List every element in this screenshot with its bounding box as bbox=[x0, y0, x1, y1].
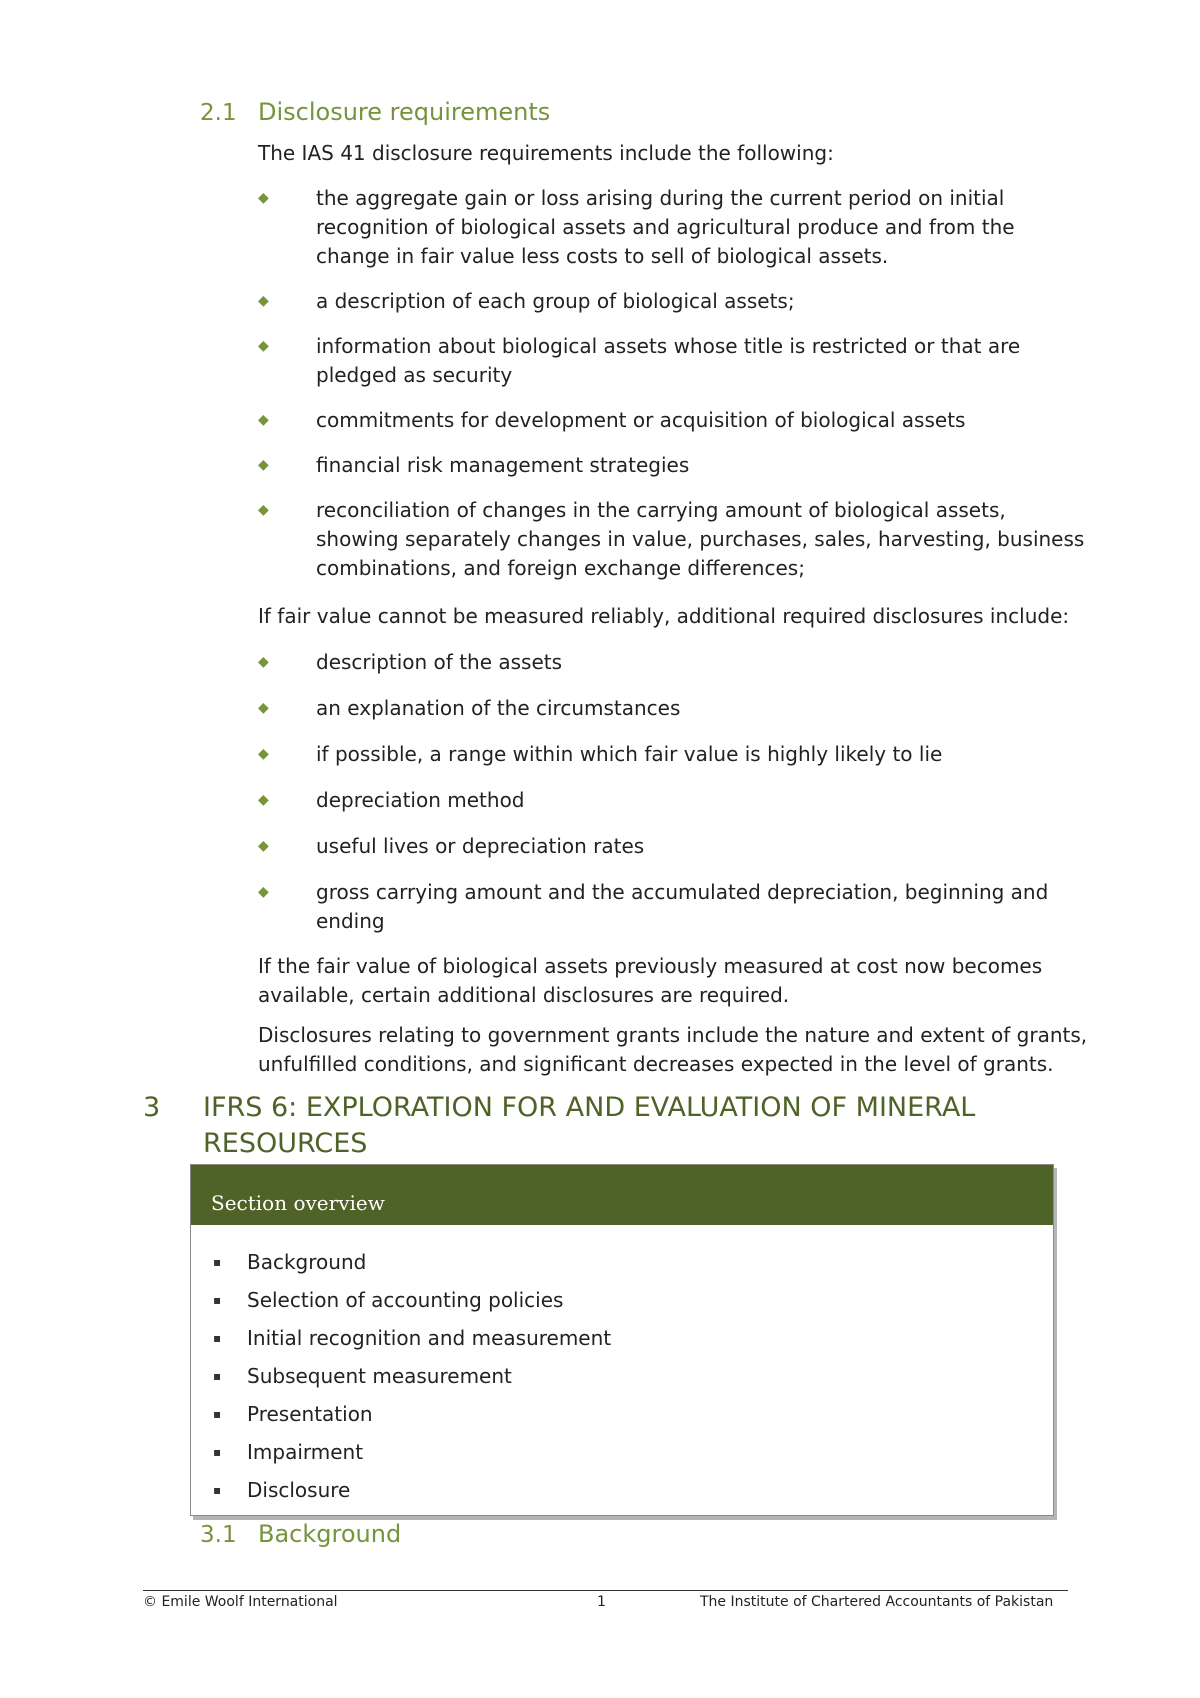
list-item: ◆ description of the assets bbox=[258, 648, 1088, 677]
section-3-heading bbox=[143, 1090, 1093, 1162]
list-item: ▪ Selection of accounting policies bbox=[191, 1281, 1053, 1319]
intro-paragraph: The IAS 41 disclosure requirements include the following: bbox=[258, 141, 834, 165]
section-number: 2.1 bbox=[200, 100, 237, 126]
diamond-bullet-icon: ◆ bbox=[258, 338, 269, 354]
overview-list bbox=[191, 1225, 1053, 1509]
section-title: IFRS 6: EXPLORATION FOR AND EVALUATION OF MINERAL RESOURCES bbox=[203, 1092, 976, 1159]
list-item: ◆ information about biological assets whose title is restricted or that are pledged as security bbox=[258, 334, 1021, 387]
list-item: ▪ Impairment bbox=[191, 1433, 1053, 1471]
list-item: ◆ useful lives or depreciation rates bbox=[258, 832, 1088, 861]
square-bullet-icon: ▪ bbox=[213, 1331, 222, 1345]
section-number: 3.1 bbox=[200, 1522, 237, 1548]
list-item: ▪ Disclosure bbox=[191, 1471, 1053, 1509]
section-number: 3 bbox=[143, 1092, 161, 1123]
diamond-bullet-icon: ◆ bbox=[258, 502, 269, 518]
fair-value-intro: If fair value cannot be measured reliably, additional required disclosures include: bbox=[258, 604, 1070, 628]
diamond-bullet-icon: ◆ bbox=[258, 457, 269, 473]
section-title: Background bbox=[258, 1520, 402, 1548]
diamond-bullet-icon: ◆ bbox=[258, 792, 269, 808]
diamond-bullet-icon: ◆ bbox=[258, 412, 269, 428]
footer-copyright: © Emile Woolf International bbox=[143, 1594, 338, 1610]
list-item: ▪ Presentation bbox=[191, 1395, 1053, 1433]
fair-value-list bbox=[258, 648, 1088, 936]
footer-divider bbox=[143, 1590, 1068, 1591]
footer-publisher: The Institute of Chartered Accountants of Pakistan bbox=[700, 1594, 1054, 1610]
diamond-bullet-icon: ◆ bbox=[258, 293, 269, 309]
square-bullet-icon: ▪ bbox=[213, 1445, 222, 1459]
section-3-1-heading bbox=[200, 1520, 401, 1548]
diamond-bullet-icon: ◆ bbox=[258, 654, 269, 670]
diamond-bullet-icon: ◆ bbox=[258, 700, 269, 716]
square-bullet-icon: ▪ bbox=[213, 1255, 222, 1269]
square-bullet-icon: ▪ bbox=[213, 1369, 222, 1383]
list-item: ◆ financial risk management strategies bbox=[258, 451, 1088, 480]
overview-header: Section overview bbox=[191, 1165, 1053, 1225]
section-2-1-heading bbox=[200, 98, 550, 126]
diamond-bullet-icon: ◆ bbox=[258, 746, 269, 762]
section-title: Disclosure requirements bbox=[258, 98, 551, 126]
list-item: ◆ gross carrying amount and the accumulated depreciation, beginning and ending bbox=[258, 880, 1049, 933]
square-bullet-icon: ▪ bbox=[213, 1293, 222, 1307]
diamond-bullet-icon: ◆ bbox=[258, 190, 269, 206]
grants-paragraph: Disclosures relating to government grants include the nature and extent of grants, unfulfilled conditions, and significant decreases expected in the level of grants. bbox=[258, 1023, 1088, 1076]
section-overview-box bbox=[190, 1164, 1054, 1516]
list-item: ◆ the aggregate gain or loss arising during the current period on initial recognition of biological assets and agricultural produce and from the change in fair value less costs to sell of biological assets. bbox=[258, 186, 1015, 268]
list-item: ▪ Initial recognition and measurement bbox=[191, 1319, 1053, 1357]
list-item: ▪ Background bbox=[191, 1243, 1053, 1281]
square-bullet-icon: ▪ bbox=[213, 1407, 222, 1421]
list-item: ◆ reconciliation of changes in the carrying amount of biological assets, showing separately changes in value, purchases, sales, harvesting, business combinations, and foreign exchange differences; bbox=[258, 498, 1085, 580]
list-item: ◆ commitments for development or acquisition of biological assets bbox=[258, 406, 1088, 435]
square-bullet-icon: ▪ bbox=[213, 1483, 222, 1497]
diamond-bullet-icon: ◆ bbox=[258, 838, 269, 854]
list-item: ▪ Subsequent measurement bbox=[191, 1357, 1053, 1395]
disclosure-list bbox=[258, 184, 1088, 583]
footer-page-number: 1 bbox=[597, 1594, 606, 1610]
list-item: ◆ a description of each group of biological assets; bbox=[258, 287, 1088, 316]
cost-paragraph: If the fair value of biological assets previously measured at cost now becomes available, certain additional disclosures are required. bbox=[258, 954, 1043, 1007]
list-item: ◆ depreciation method bbox=[258, 786, 1088, 815]
list-item: ◆ if possible, a range within which fair value is highly likely to lie bbox=[258, 740, 1088, 769]
list-item: ◆ an explanation of the circumstances bbox=[258, 694, 1088, 723]
diamond-bullet-icon: ◆ bbox=[258, 884, 269, 900]
